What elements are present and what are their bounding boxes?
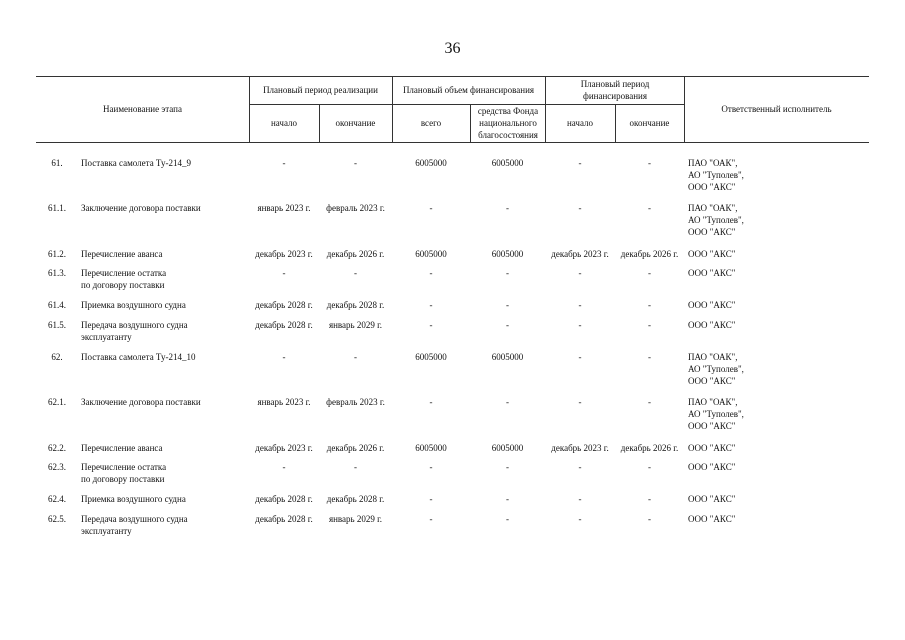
impl-end-cell: - bbox=[354, 268, 357, 278]
impl-end-cell: декабрь 2028 г. bbox=[326, 494, 385, 504]
responsible-line: ООО "АКС" bbox=[688, 494, 736, 504]
finance-start-cell: - bbox=[578, 268, 582, 278]
impl-end-cell: декабрь 2026 г. bbox=[326, 249, 385, 259]
stage-name-line: Перечисление аванса bbox=[81, 249, 163, 259]
impl-start-cell: декабрь 2028 г. bbox=[255, 494, 313, 504]
stage-name-line: Приемка воздушного судна bbox=[81, 494, 186, 504]
finance-start-cell: - bbox=[578, 352, 582, 362]
responsible-line: ООО "АКС" bbox=[688, 268, 736, 278]
finance-start-cell: - bbox=[578, 158, 582, 168]
stage-name-cell bbox=[81, 157, 249, 169]
impl-end-cell: - bbox=[354, 158, 357, 168]
stage-name-cell bbox=[81, 493, 249, 505]
responsible-cell bbox=[688, 493, 868, 505]
impl-end-cell: декабрь 2028 г. bbox=[326, 300, 385, 310]
impl-end-cell: февраль 2023 г. bbox=[326, 397, 385, 407]
row-number-cell: 61.1. bbox=[48, 203, 66, 213]
responsible-line: АО "Туполев", bbox=[688, 364, 744, 374]
row-number-cell: 62.4. bbox=[48, 494, 66, 504]
header-responsible: Ответственный исполнитель bbox=[721, 104, 832, 114]
stage-name-line: Заключение договора поставки bbox=[81, 397, 201, 407]
stage-name-line: эксплуатанту bbox=[81, 332, 132, 342]
finance-end-cell: - bbox=[648, 203, 651, 213]
responsible-cell bbox=[688, 396, 868, 432]
finance-total-cell: - bbox=[429, 203, 433, 213]
stage-name-line: по договору поставки bbox=[81, 474, 165, 484]
responsible-cell bbox=[688, 202, 868, 238]
responsible-line: ООО "АКС" bbox=[688, 227, 736, 237]
responsible-cell bbox=[688, 248, 868, 260]
finance-total-cell: 6005000 bbox=[415, 249, 447, 259]
finance-start-cell: декабрь 2023 г. bbox=[551, 443, 609, 453]
finance-fund-cell: - bbox=[506, 494, 509, 504]
responsible-line: ООО "АКС" bbox=[688, 300, 736, 310]
responsible-cell bbox=[688, 157, 868, 193]
table-header-bottom-border bbox=[36, 142, 869, 143]
impl-end-cell: январь 2029 г. bbox=[328, 514, 383, 524]
impl-end-cell: февраль 2023 г. bbox=[326, 203, 385, 213]
header-impl-period: Плановый период реализации bbox=[263, 85, 378, 95]
header-finance-volume: Плановый объем финансирования bbox=[402, 85, 535, 95]
header-vline bbox=[470, 104, 471, 142]
finance-end-cell: - bbox=[648, 514, 651, 524]
responsible-cell bbox=[688, 319, 868, 331]
impl-start-cell: - bbox=[282, 158, 286, 168]
responsible-cell bbox=[688, 351, 868, 387]
impl-start-cell: декабрь 2028 г. bbox=[255, 320, 313, 330]
finance-end-cell: декабрь 2026 г. bbox=[620, 249, 679, 259]
finance-total-cell: 6005000 bbox=[415, 352, 447, 362]
finance-start-cell: - bbox=[578, 320, 582, 330]
finance-end-cell: - bbox=[648, 158, 651, 168]
responsible-cell bbox=[688, 299, 868, 311]
responsible-line: ООО "АКС" bbox=[688, 249, 736, 259]
finance-total-cell: - bbox=[429, 494, 433, 504]
finance-fund-cell: - bbox=[506, 514, 509, 524]
responsible-line: ООО "АКС" bbox=[688, 376, 736, 386]
impl-start-cell: декабрь 2023 г. bbox=[255, 443, 313, 453]
row-number-cell: 62. bbox=[51, 352, 63, 362]
stage-name-cell bbox=[81, 442, 249, 454]
responsible-line: АО "Туполев", bbox=[688, 409, 744, 419]
finance-end-cell: - bbox=[648, 397, 651, 407]
stage-name-line: Поставка самолета Ту-214_10 bbox=[81, 352, 196, 362]
finance-fund-cell: - bbox=[506, 300, 509, 310]
finance-end-cell: декабрь 2026 г. bbox=[620, 443, 679, 453]
row-number-cell: 61.5. bbox=[48, 320, 66, 330]
responsible-line: АО "Туполев", bbox=[688, 170, 744, 180]
impl-start-cell: - bbox=[282, 352, 286, 362]
finance-start-cell: - bbox=[578, 203, 582, 213]
finance-end-cell: - bbox=[648, 268, 651, 278]
header-total: всего bbox=[420, 118, 442, 128]
impl-end-cell: январь 2029 г. bbox=[328, 320, 383, 330]
header-start-2: начало bbox=[566, 118, 594, 128]
finance-total-cell: - bbox=[429, 300, 433, 310]
finance-total-cell: - bbox=[429, 268, 433, 278]
finance-fund-cell: 6005000 bbox=[491, 443, 524, 453]
stage-name-cell bbox=[81, 319, 249, 343]
finance-start-cell: - bbox=[578, 514, 582, 524]
finance-end-cell: - bbox=[648, 300, 651, 310]
responsible-cell bbox=[688, 442, 868, 454]
row-number-cell: 62.3. bbox=[48, 462, 66, 472]
finance-fund-cell: 6005000 bbox=[491, 352, 524, 362]
impl-start-cell: декабрь 2023 г. bbox=[255, 249, 313, 259]
stage-name-line: Перечисление остатка bbox=[81, 462, 167, 472]
finance-end-cell: - bbox=[648, 462, 651, 472]
stage-name-line: эксплуатанту bbox=[81, 526, 132, 536]
header-end-2: окончание bbox=[629, 118, 670, 128]
impl-end-cell: - bbox=[354, 462, 357, 472]
stage-name-line: Передача воздушного судна bbox=[81, 320, 188, 330]
finance-fund-cell: - bbox=[506, 397, 509, 407]
finance-total-cell: - bbox=[429, 397, 433, 407]
row-number-cell: 61.3. bbox=[48, 268, 66, 278]
finance-start-cell: - bbox=[578, 300, 582, 310]
header-start: начало bbox=[270, 118, 298, 128]
finance-end-cell: - bbox=[648, 494, 651, 504]
impl-start-cell: январь 2023 г. bbox=[257, 203, 311, 213]
stage-name-line: по договору поставки bbox=[81, 280, 165, 290]
impl-start-cell: декабрь 2028 г. bbox=[255, 514, 313, 524]
finance-start-cell: - bbox=[578, 397, 582, 407]
finance-end-cell: - bbox=[648, 352, 651, 362]
row-number-cell: 62.2. bbox=[48, 443, 66, 453]
header-stage-name: Наименование этапа bbox=[103, 104, 182, 114]
impl-start-cell: - bbox=[282, 462, 286, 472]
responsible-line: ПАО "ОАК", bbox=[688, 203, 738, 213]
stage-name-cell bbox=[81, 396, 249, 408]
finance-total-cell: - bbox=[429, 514, 433, 524]
impl-start-cell: январь 2023 г. bbox=[257, 397, 311, 407]
finance-fund-cell: - bbox=[506, 320, 509, 330]
responsible-line: ООО "АКС" bbox=[688, 182, 736, 192]
responsible-cell bbox=[688, 461, 868, 473]
finance-total-cell: - bbox=[429, 462, 433, 472]
responsible-line: ООО "АКС" bbox=[688, 320, 736, 330]
responsible-line: ПАО "ОАК", bbox=[688, 158, 738, 168]
stage-name-line: Передача воздушного судна bbox=[81, 514, 188, 524]
responsible-line: ООО "АКС" bbox=[688, 462, 736, 472]
responsible-line: ООО "АКС" bbox=[688, 421, 736, 431]
responsible-cell bbox=[688, 513, 868, 525]
finance-start-cell: - bbox=[578, 462, 582, 472]
header-finance-period: Плановый период финансирования bbox=[580, 79, 650, 101]
stage-name-cell bbox=[81, 248, 249, 260]
page-number: 36 bbox=[444, 40, 461, 57]
stage-name-cell bbox=[81, 267, 249, 291]
stage-name-cell bbox=[81, 202, 249, 214]
stage-name-line: Перечисление остатка bbox=[81, 268, 167, 278]
finance-start-cell: декабрь 2023 г. bbox=[551, 249, 609, 259]
stage-name-cell bbox=[81, 351, 249, 363]
stage-name-line: Приемка воздушного судна bbox=[81, 300, 186, 310]
stage-name-line: Перечисление аванса bbox=[81, 443, 163, 453]
stage-name-line: Поставка самолета Ту-214_9 bbox=[81, 158, 191, 168]
finance-total-cell: 6005000 bbox=[415, 443, 447, 453]
finance-fund-cell: 6005000 bbox=[491, 249, 524, 259]
row-number-cell: 62.1. bbox=[48, 397, 66, 407]
header-end: окончание bbox=[335, 118, 376, 128]
responsible-line: ПАО "ОАК", bbox=[688, 397, 738, 407]
finance-end-cell: - bbox=[648, 320, 651, 330]
row-number-cell: 62.5. bbox=[48, 514, 66, 524]
responsible-line: ООО "АКС" bbox=[688, 443, 736, 453]
finance-fund-cell: 6005000 bbox=[491, 158, 524, 168]
finance-start-cell: - bbox=[578, 494, 582, 504]
responsible-cell bbox=[688, 267, 868, 279]
finance-fund-cell: - bbox=[506, 268, 509, 278]
responsible-line: АО "Туполев", bbox=[688, 215, 744, 225]
finance-total-cell: - bbox=[429, 320, 433, 330]
row-number-cell: 61.2. bbox=[48, 249, 66, 259]
stage-name-cell bbox=[81, 513, 249, 537]
header-fund: средства Фонда национального благосостояния bbox=[477, 106, 539, 140]
responsible-line: ПАО "ОАК", bbox=[688, 352, 738, 362]
finance-fund-cell: - bbox=[506, 203, 509, 213]
impl-end-cell: декабрь 2026 г. bbox=[326, 443, 385, 453]
stage-name-cell bbox=[81, 461, 249, 485]
row-number-cell: 61.4. bbox=[48, 300, 66, 310]
stage-name-cell bbox=[81, 299, 249, 311]
finance-fund-cell: - bbox=[506, 462, 509, 472]
impl-start-cell: - bbox=[282, 268, 286, 278]
row-number-cell: 61. bbox=[51, 158, 63, 168]
impl-start-cell: декабрь 2028 г. bbox=[255, 300, 313, 310]
responsible-line: ООО "АКС" bbox=[688, 514, 736, 524]
impl-end-cell: - bbox=[354, 352, 357, 362]
finance-total-cell: 6005000 bbox=[415, 158, 447, 168]
stage-name-line: Заключение договора поставки bbox=[81, 203, 201, 213]
